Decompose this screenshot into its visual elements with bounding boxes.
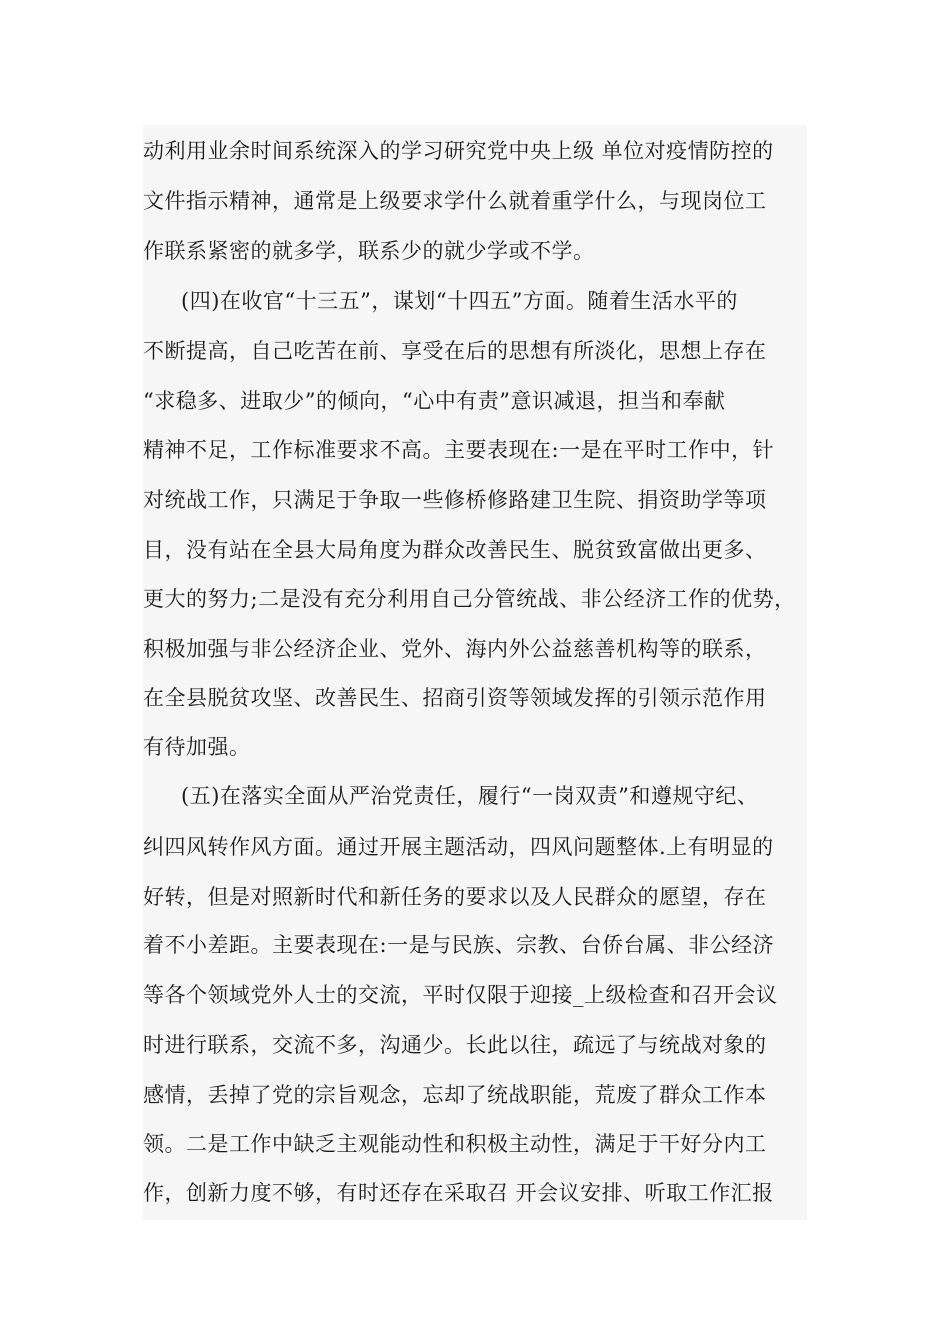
text-line: 等各个领域党外人士的交流，平时仅限于迎接_上级检查和召开会议 [143,983,778,1007]
body-text [143,125,807,1220]
text-line: 文件指示精神，通常是上级要求学什么就着重学什么，与现岗位工 [143,189,767,213]
text-line: 作，创新力度不够，有时还存在采取召 开会议安排、听取工作汇报 [143,1181,774,1205]
text-line: (四)在收官“十三五”，谋划“十四五”方面。随着生活水平的 [181,289,738,313]
text-line: 对统战工作，只满足于争取一些修桥修路建卫生院、捐资助学等项 [143,488,767,512]
text-line: 作联系紧密的就多学，联系少的就少学或不学。 [143,239,595,263]
text-line: “求稳多、进取少”的倾向，“心中有责”意识减退，担当和奉献 [143,389,726,413]
text-line: 精神不足，工作标准要求不高。主要表现在:一是在平时工作中，针 [143,438,775,462]
text-line: 领。二是工作中缺乏主观能动性和积极主动性，满足于干好分内工 [143,1132,767,1156]
text-line: 感情，丢掉了党的宗旨观念，忘却了统战职能，荒废了群众工作本 [143,1083,767,1107]
text-line: 更大的努力;二是没有充分利用自己分管统战、非公经济工作的优势， [143,587,796,611]
text-line: 着不小差距。主要表现在:一是与民族、宗教、台侨台属、非公经济 [143,933,775,957]
text-line: 目，没有站在全县大局角度为群众改善民生、脱贫致富做出更多、 [143,538,767,562]
text-line: 时进行联系，交流不多，沟通少。长此以往，疏远了与统战对象的 [143,1033,767,1057]
text-line: 纠四风转作风方面。通过开展主题活动，四风问题整体.上有明显的 [143,835,774,859]
text-line: (五)在落实全面从严治党责任，履行“一岗双责”和遵规守纪、 [181,784,759,808]
text-line: 动利用业余时间系统深入的学习研究党中央上级 单位对疫情防控的 [143,139,774,163]
text-line: 好转，但是对照新时代和新任务的要求以及人民群众的愿望，存在 [143,885,767,909]
text-line: 有待加强。 [143,735,251,759]
text-line: 积极加强与非公经济企业、党外、海内外公益慈善机构等的联系， [143,637,767,661]
text-line: 不断提高，自己吃苦在前、享受在后的思想有所淡化，思想上存在 [143,339,767,363]
text-line: 在全县脱贫攻坚、改善民生、招商引资等领域发挥的引领示范作用 [143,686,767,710]
